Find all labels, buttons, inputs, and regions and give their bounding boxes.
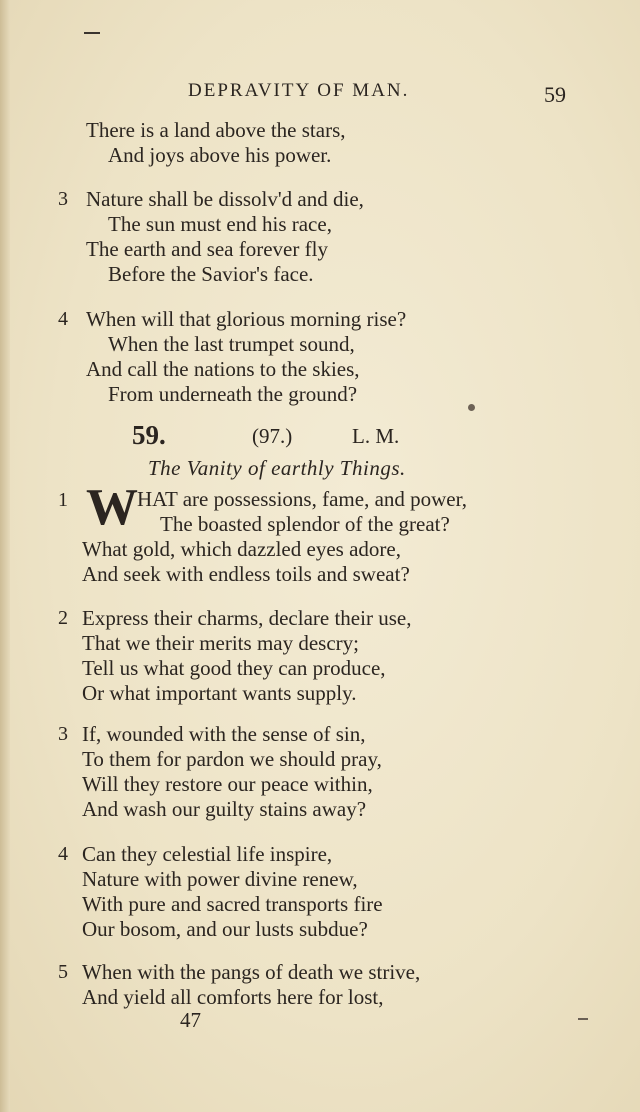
verse-line: Tell us what good they can produce, [82, 656, 386, 680]
verse-line: There is a land above the stars, [86, 118, 346, 142]
page-gutter [0, 0, 10, 1112]
verse-line: And call the nations to the skies, [86, 357, 360, 381]
verse-line: The sun must end his race, [108, 212, 332, 236]
verse-number: 1 [58, 489, 68, 511]
verse-line: Nature with power divine renew, [82, 867, 358, 891]
verse-line: And joys above his power. [108, 143, 332, 167]
verse-line: The earth and sea forever fly [86, 237, 328, 261]
verse-line: From underneath the ground? [108, 382, 358, 406]
verse-line: The boasted splendor of the great? [160, 512, 450, 536]
verse-line: Before the Savior's face. [108, 262, 314, 286]
hymn-title: The Vanity of earthly Things. [148, 456, 406, 480]
running-header: DEPRAVITY OF MAN. [188, 80, 410, 101]
verse-line: Will they restore our peace within, [82, 772, 373, 796]
verse-number: 4 [58, 843, 68, 865]
verse-line: And yield all comforts here for lost, [82, 985, 384, 1009]
drop-cap: W [86, 479, 138, 536]
verse-number: 3 [58, 188, 68, 210]
verse-line: When with the pangs of death we strive, [82, 960, 421, 984]
verse-line: Or what important wants supply. [82, 681, 357, 705]
verse-line: Can they celestial life inspire, [82, 842, 333, 866]
signature-mark: 47 [180, 1008, 201, 1032]
ink-spot [468, 404, 475, 411]
hymn-meter: L. M. [352, 424, 400, 448]
hymn-number: 59. [132, 420, 166, 450]
verse-line: If, wounded with the sense of sin, [82, 722, 366, 746]
verse-line: When the last trumpet sound, [108, 332, 355, 356]
verse-line: What gold, which dazzled eyes adore, [82, 537, 401, 561]
verse-line: And wash our guilty stains away? [82, 797, 367, 821]
verse-line: To them for pardon we should pray, [82, 747, 382, 771]
verse-number: 5 [58, 961, 68, 983]
verse-line: HAT are possessions, fame, and power, [137, 487, 468, 511]
verse-line: Our bosom, and our lusts subdue? [82, 917, 368, 941]
verse-line: Nature shall be dissolv'd and die, [86, 187, 364, 211]
verse-line: That we their merits may descry; [82, 631, 359, 655]
verse-number: 3 [58, 723, 68, 745]
verse-line: When will that glorious morning rise? [86, 307, 407, 331]
verse-line: Express their charms, declare their use, [82, 606, 412, 630]
verse-number: 4 [58, 308, 68, 330]
verse-number: 2 [58, 607, 68, 629]
page-number: 59 [544, 82, 566, 107]
ink-mark [578, 1018, 588, 1020]
ink-mark [84, 32, 100, 34]
verse-line: With pure and sacred transports fire [82, 892, 383, 916]
hymn-reference: (97.) [252, 424, 293, 448]
verse-line: And seek with endless toils and sweat? [82, 562, 410, 586]
